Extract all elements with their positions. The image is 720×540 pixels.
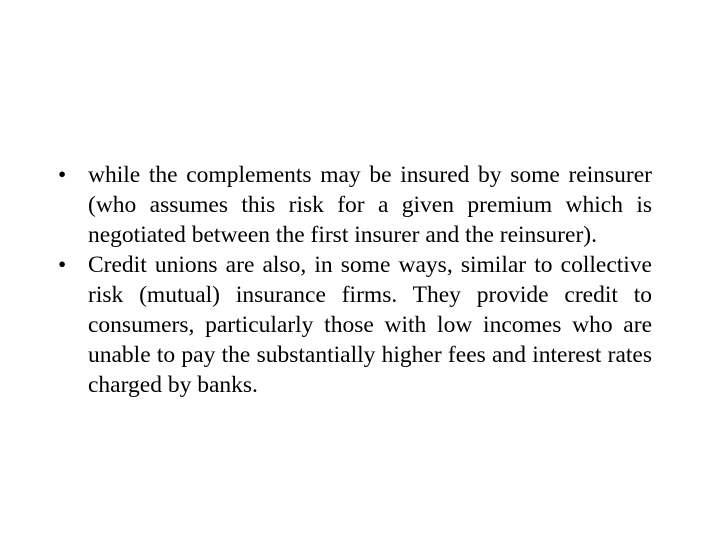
- bullet-list: [58, 160, 652, 400]
- bullet-item: [58, 160, 652, 250]
- bullet-icon: •: [58, 252, 67, 278]
- bullet-text-credit-unions: Credit unions are also, in some ways, similar to collective risk (mutual) insurance firms. They provide credit to consumers, particularly those with low incomes who are unable to pay the substantially higher fees and interest rates charged by banks.: [88, 252, 652, 398]
- bullet-icon: •: [58, 162, 67, 188]
- bullet-item: [58, 250, 652, 400]
- bullet-text-reinsurer: while the complements may be insured by some reinsurer (who assumes this risk for a given premium which is negotiated between the first insurer and the reinsurer).: [88, 162, 652, 248]
